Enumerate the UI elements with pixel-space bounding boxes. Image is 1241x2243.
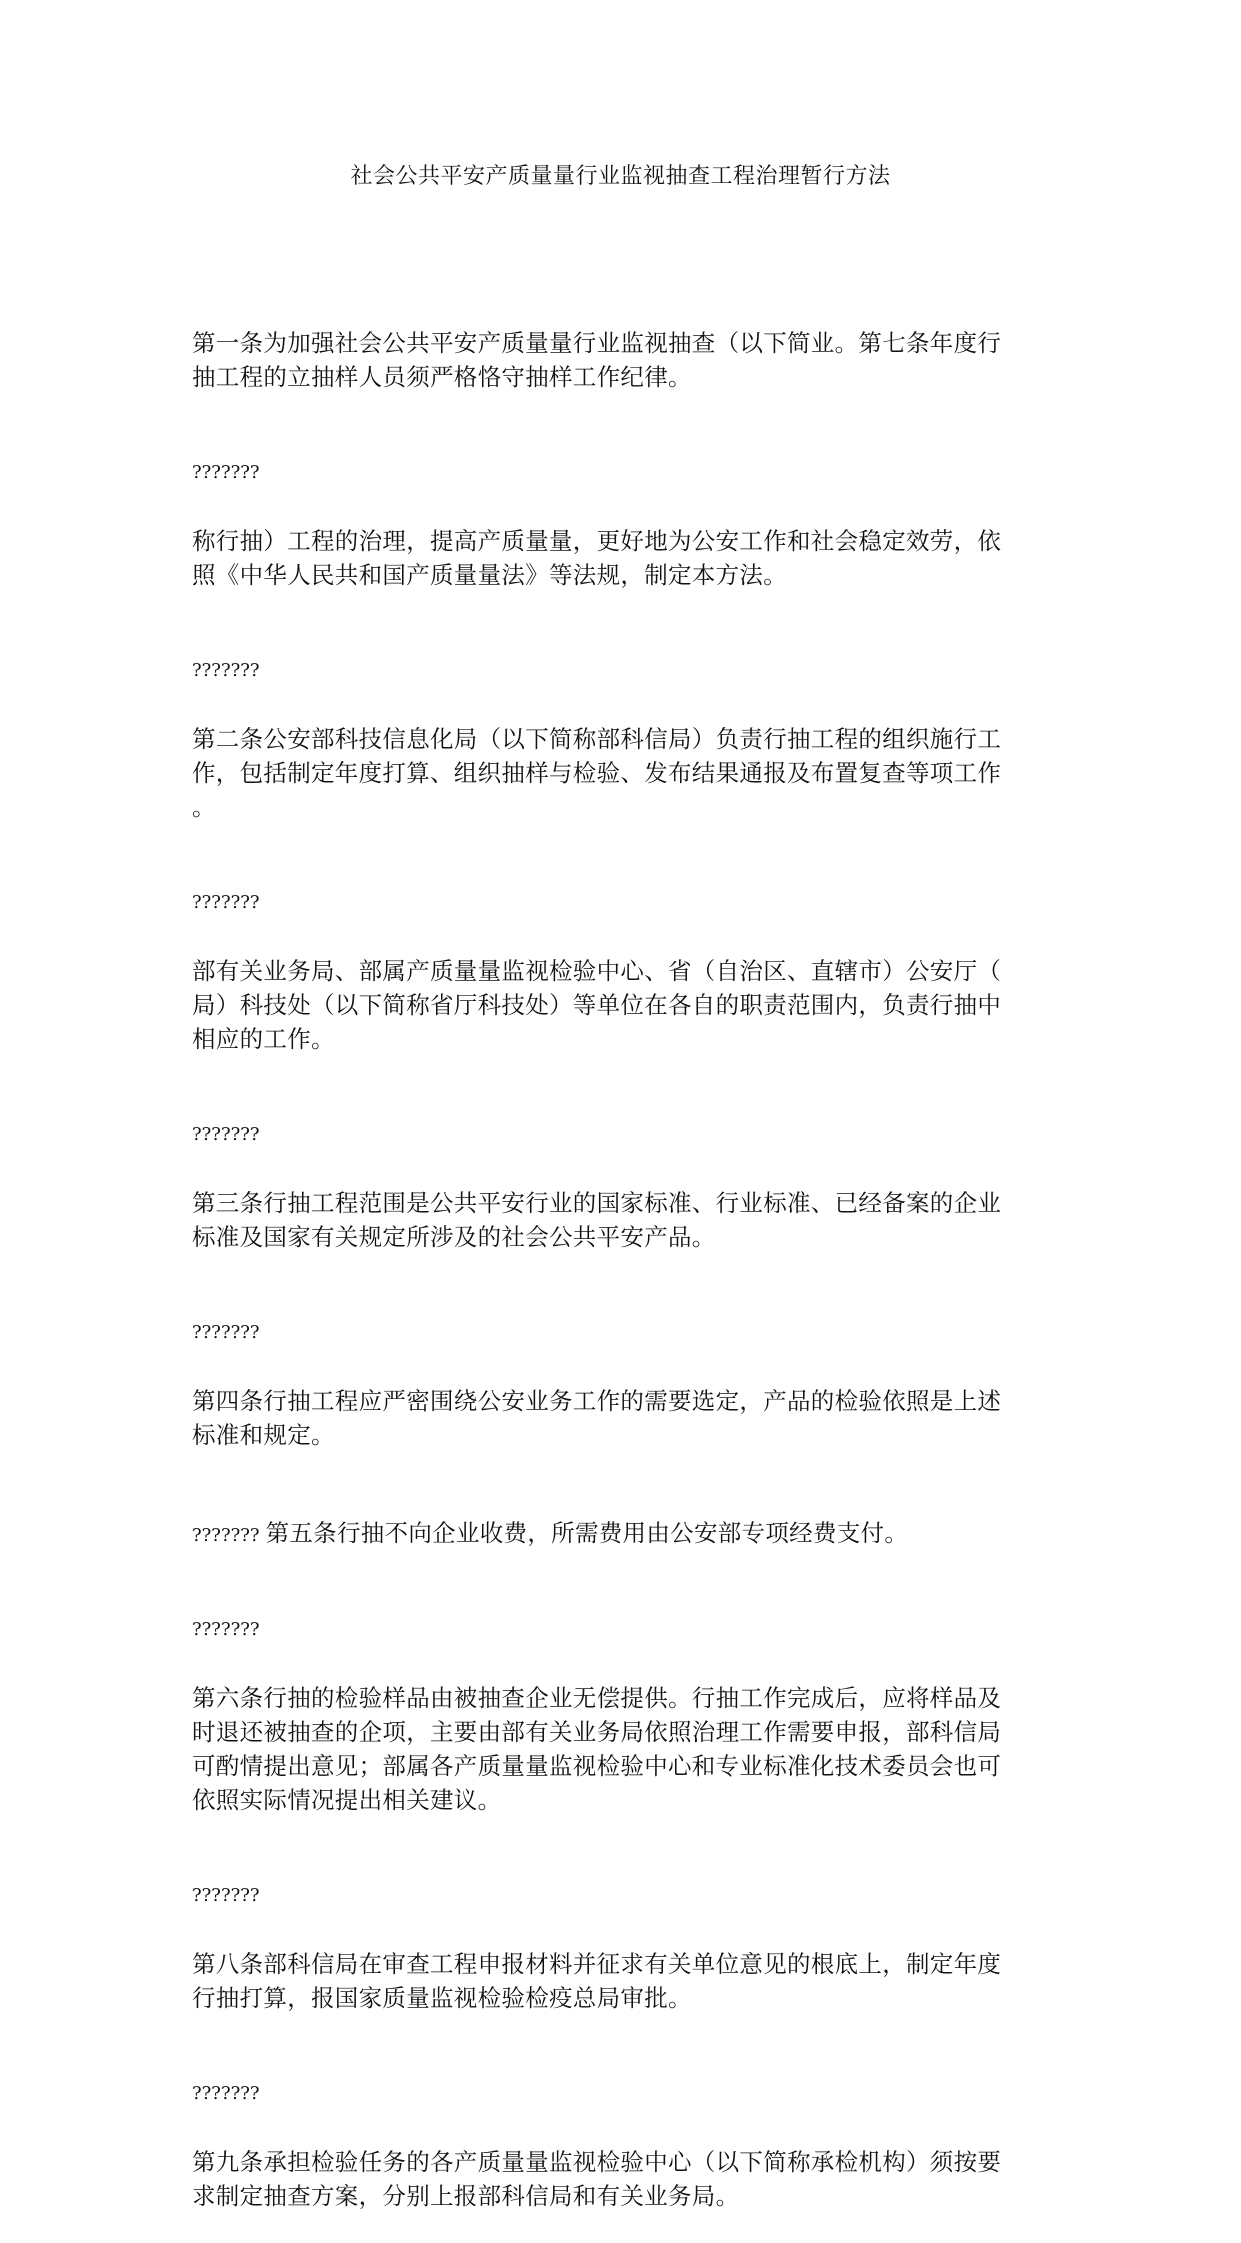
paragraph-text: 第九条承担检验任务的各产质量量监视检验中心（以下简称承检机构）须按要 求制定抽查方案，分别上报部科信局和有关业务局。 xyxy=(192,2148,1002,2210)
paragraph-2 xyxy=(192,424,1052,592)
paragraph-text: 第二条公安部科技信息化局（以下简称部科信局）负责行抽工程的组织施行工 作，包括制定年度打算、组织抽样与检验、发布结果通报及布置复查等项工作 。 xyxy=(192,725,1002,821)
paragraph-8 xyxy=(192,1581,1052,1817)
paragraph-text: 部有关业务局、部属产质量量监视检验中心、省（自治区、直辖市）公安厅（ 局）科技处（以下简称省厅科技处）等单位在各自的职责范围内，负责行抽中 相应的工作。 xyxy=(192,957,1002,1053)
document-body xyxy=(192,292,1052,2243)
placeholder-marker: ??????? xyxy=(192,892,260,913)
paragraph-5 xyxy=(192,1086,1052,1254)
paragraph-4 xyxy=(192,854,1052,1056)
paragraph-text: 第三条行抽工程范围是公共平安行业的国家标准、行业标准、已经备案的企业 标准及国家有关规定所涉及的社会公共平安产品。 xyxy=(192,1189,1002,1251)
paragraph-3 xyxy=(192,622,1052,824)
placeholder-marker: ??????? xyxy=(192,1322,260,1343)
placeholder-marker: ??????? xyxy=(192,1525,260,1546)
paragraph-text: 第四条行抽工程应严密围绕公安业务工作的需要选定，产品的检验依照是上述 标准和规定。 xyxy=(192,1387,1002,1449)
paragraph-10 xyxy=(192,2045,1052,2213)
paragraph-text: 称行抽）工程的治理，提高产质量量，更好地为公安工作和社会稳定效劳，依 照《中华人民共和国产质量量法》等法规，制定本方法。 xyxy=(192,527,1002,589)
placeholder-marker: ??????? xyxy=(192,1885,260,1906)
paragraph-text: 第六条行抽的检验样品由被抽查企业无偿提供。行抽工作完成后，应将样品及 时退还被抽查的企项，主要由部有关业务局依照治理工作需要申报，部科信局 可酌情提出意见；部属各产质量量监视检验中心和专业标准化技术委员会也可 依照实际情况提出相关建议。 xyxy=(192,1684,1002,1814)
placeholder-marker: ??????? xyxy=(192,462,260,483)
placeholder-marker: ??????? xyxy=(192,1619,260,1640)
placeholder-marker: ??????? xyxy=(192,2083,260,2104)
paragraph-text: 第八条部科信局在审查工程申报材料并征求有关单位意见的根底上，制定年度 行抽打算，报国家质量监视检验检疫总局审批。 xyxy=(192,1950,1002,2012)
paragraph-7 xyxy=(192,1482,1052,1551)
paragraph-6 xyxy=(192,1284,1052,1452)
paragraph-1 xyxy=(192,292,1052,394)
placeholder-marker: ??????? xyxy=(192,660,260,681)
paragraph-text: 第五条行抽不向企业收费，所需费用由公安部专项经费支付。 xyxy=(265,1519,909,1547)
placeholder-marker: ??????? xyxy=(192,1124,260,1145)
document-title: 社会公共平安产质量量行业监视抽查工程治理暂行方法 xyxy=(350,164,891,189)
paragraph-text: 第一条为加强社会公共平安产质量量行业监视抽查（以下简业。第七条年度行 抽工程的立抽样人员须严格恪守抽样工作纪律。 xyxy=(192,329,1002,391)
paragraph-9 xyxy=(192,1847,1052,2015)
